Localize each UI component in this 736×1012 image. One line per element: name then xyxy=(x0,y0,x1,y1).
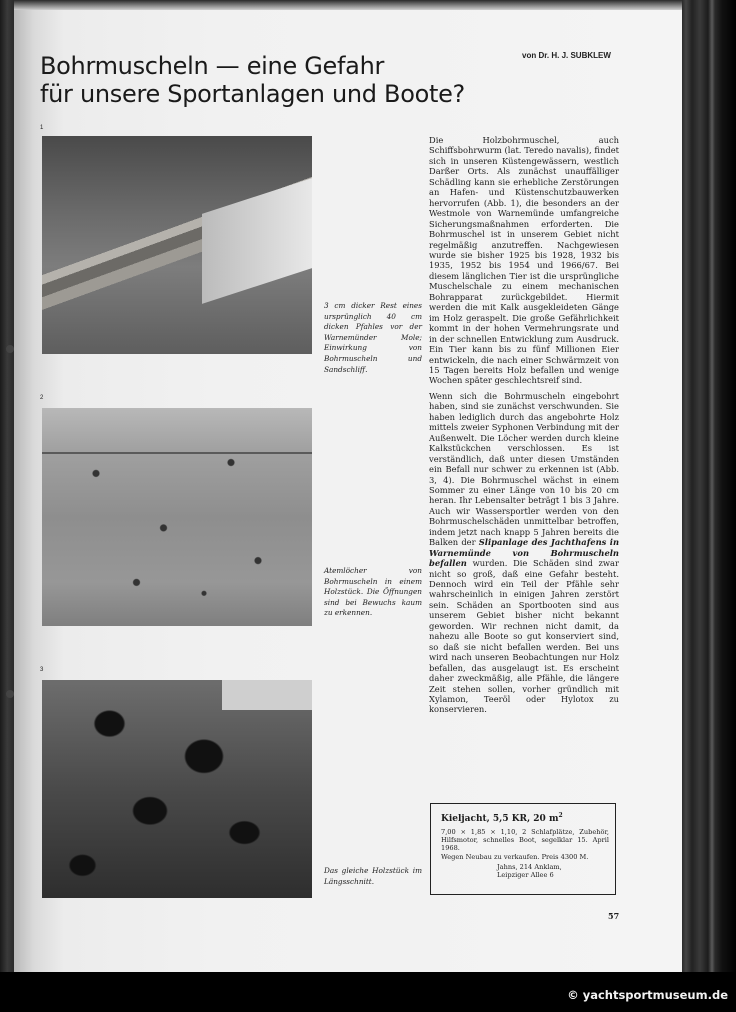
binding-hole xyxy=(6,690,14,698)
article-body xyxy=(429,135,619,720)
page-number: 57 xyxy=(608,911,620,921)
ad-title: Kieljacht, 5,5 KR, 20 $m^2$ xyxy=(441,812,563,824)
figure-number: 1 xyxy=(40,125,44,131)
title-line-1: Bohrmuscheln — eine Gefahr xyxy=(40,52,385,80)
photo-longitudinal-section xyxy=(42,680,312,898)
ad-offer: Wegen Neubau zu verkaufen. Preis 4300 M. xyxy=(441,853,589,862)
photo-eroded-pile xyxy=(42,136,312,354)
title-line-2: für unsere Sportanlagen und Boote? xyxy=(40,80,465,108)
body-paragraph: Die Holzbohrmuschel, auch Schiffsbohrwurm (lat. Teredo navalis), findet sich in unseren Küstengewässern, westlich Darßer Orts. Als zunächst unauffälliger Schädling kann sie erhebliche Zerstörungen an Hafen- und Küstenschutzbauwerken hervorrufen (Abb. 1), die besonders an der Westmole von Warnemünde umfangreiche Sicherungsmaßnahmen erforderten. Die Bohrmuschel ist in unserem Gebiet nicht regelmäßig anzutreffen. Nachgewiesen wurde sie bisher 1925 bis 1928, 1932 bis 1935, 1952 bis 1954 und 1966/67. Bei diesem länglichen Tier ist die ursprüngliche Muschelschale zu einem mechanischen Bohrapparat zurückgebildet. Hiermit werden die mit Kalk ausgekleideten Gänge im Holz geraspelt. Die große Gefährlichkeit kommt in der hohen Vermehrungsrate und in der schnellen Entwicklung zum Ausdruck. Ein Tier kann bis zu fünf Millionen Eier entwickeln, die nach einer Schwärmzeit von 15 Tagen bereits Holz befallen und wenige Wochen später geschlechtsreif sind. xyxy=(429,135,619,386)
book-right-edge xyxy=(682,0,736,972)
body-text: Wenn sich die Bohrmuscheln eingebohrt haben, sind sie zunächst verschwunden. Sie haben lediglich durch das angebohrte Holz mittels zweier Syphonen Verbindung mit der Außenwelt. Die Löcher werden durch kleine Kalkstückchen verschlossen. Es ist verständlich, daß unter diesen Umständen ein Befall nur schwer zu erkennen ist (Abb. 3, 4). Die Bohrmuschel wächst in einem Sommer zu einer Länge von 10 bis 20 cm heran. Ihr Lebensalter beträgt 1 bis 3 Jahre. Auch wir Wassersportler werden von den Bohrmuschelschäden unmittelbar betroffen, indem jetzt nach knapp 5 Jahren bereits die Balken der xyxy=(429,390,619,548)
body-paragraph xyxy=(429,391,619,715)
ad-details: 7,00 × 1,85 × 1,10, 2 Schlafplätze, Zubehör, Hilfsmotor, schnelles Boot, segelklar 15. April 1968. xyxy=(441,828,609,852)
figure-caption: Das gleiche Holzstück im Längsschnitt. xyxy=(324,866,422,886)
figure-number: 2 xyxy=(40,395,44,401)
body-text: wurden. Die Schäden sind zwar nicht so groß, daß eine Gefahr besteht. Dennoch wird ein Teil der Pfähle sehr wahrscheinlich in einigen Jahren zerstört sein. Schäden an Sportbooten sind aus unserem Gebiet bisher nicht bekannt geworden. Wir rechnen nicht damit, da nahezu alle Boote so gut konserviert sind, so daß sie nicht befallen werden. Bei uns wird nach unseren Beobachtungen nur Holz befallen, das ausgelaugt ist. Es erscheint daher zweckmäßig, alle Pfähle, die längere Zeit stehen sollen, vorher gründlich mit Xylamon, Teeröl oder Hylotox zu konservieren. xyxy=(429,558,619,715)
article-title xyxy=(40,52,465,108)
figure-caption: 3 cm dicker Rest eines ursprünglich 40 cm dicken Pfahles vor der Warnemünder Mole; Einwirkung von Bohrmuscheln und Sandschliff. xyxy=(324,301,422,374)
emphasized-text: Slipanlage des Jachthafens in Warnemünde von Bohrmuscheln befallen xyxy=(429,537,620,569)
page-top-shadow xyxy=(14,0,682,10)
photo-breathing-holes xyxy=(42,408,312,626)
ad-contact: Jahns, 214 Anklam, Leipziger Allee 6 xyxy=(497,863,562,879)
figure-number: 3 xyxy=(40,667,44,673)
figure-caption: Atemlöcher von Bohrmuscheln in einem Holzstück. Die Öffnungen sind bei Bewuchs kaum zu erkennen. xyxy=(324,566,422,618)
copyright-watermark: © yachtsportmuseum.de xyxy=(567,988,728,1002)
author-byline: von Dr. H. J. SUBKLEW xyxy=(522,51,611,60)
classified-ad xyxy=(430,803,616,895)
binding-hole xyxy=(6,345,14,353)
